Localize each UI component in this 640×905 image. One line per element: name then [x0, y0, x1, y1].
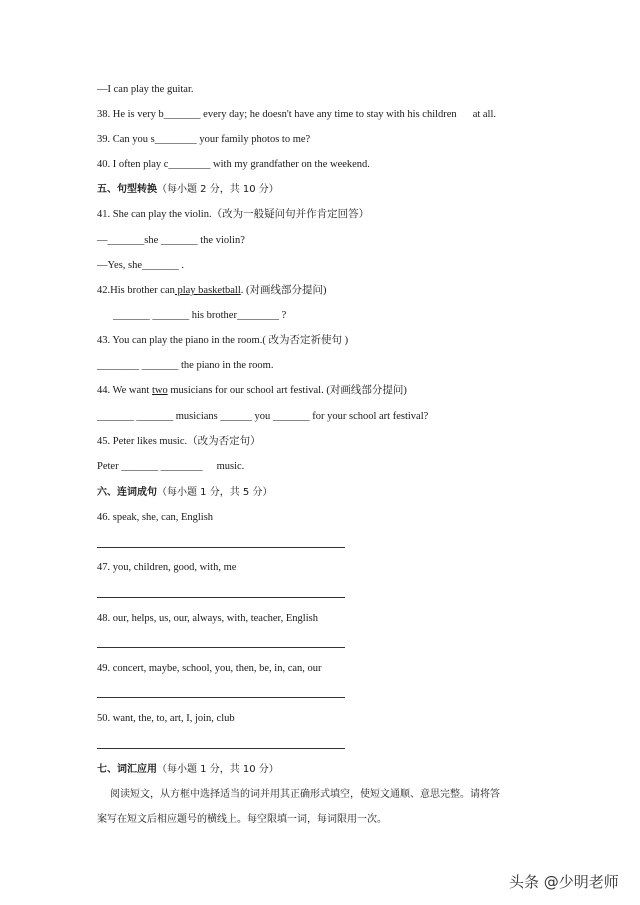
section-6-note: （每小题 1 分，共 5 分） — [157, 487, 273, 498]
q48: 48. our, helps, us, our, always, with, teacher, English — [97, 613, 318, 624]
q44-underlined: two — [151, 385, 168, 396]
q41: 41. She can play the violin.（改为一般疑问句并作肯定回答） — [97, 209, 370, 220]
q45-answer-blanks: Peter _______ ________ — [97, 461, 203, 472]
q42-post: . (对画线部分提问) — [240, 285, 327, 296]
q44-pre: 44. We want — [97, 385, 152, 396]
q42-answer-line: _______ _______ his brother________ ? — [113, 310, 287, 321]
q38-tail: at all. — [472, 109, 497, 120]
q50: 50. want, the, to, art, I, join, club — [97, 713, 235, 724]
q47-answer-rule — [97, 597, 345, 598]
q40: 40. I often play c________ with my grandfather on the weekend. — [97, 159, 370, 170]
section-7-instructions-line-1: 阅读短文，从方框中选择适当的词并用其正确形式填空，使短文通顺、意思完整。请将答 — [110, 789, 500, 800]
q49: 49. concert, maybe, school, you, then, be, in, can, our — [97, 663, 322, 674]
section-7-heading — [97, 763, 279, 777]
section-6-title: 六、连词成句 — [97, 487, 157, 498]
q45-answer-tail: music. — [216, 461, 245, 472]
q45-answer-line — [97, 460, 244, 474]
q46-answer-rule — [97, 547, 345, 548]
section-5-note: （每小题 2 分，共 10 分） — [157, 184, 279, 195]
section-7-note: （每小题 1 分，共 10 分） — [157, 764, 279, 775]
q44 — [97, 384, 407, 398]
q37-answer-line: —I can play the guitar. — [97, 84, 194, 95]
q43: 43. You can play the piano in the room.( 改为否定祈使句 ) — [97, 335, 349, 346]
section-7-instructions-line-2: 案写在短文后相应题号的横线上。每空限填一词，每词限用一次。 — [97, 814, 387, 825]
q42 — [97, 284, 327, 298]
q46: 46. speak, she, can, English — [97, 512, 214, 523]
q39: 39. Can you s________ your family photos to me? — [97, 134, 311, 145]
section-7-title: 七、词汇应用 — [97, 764, 157, 775]
section-5-title: 五、句型转换 — [97, 184, 157, 195]
q50-answer-rule — [97, 748, 345, 749]
section-6-heading — [97, 486, 272, 500]
q43-answer-line: ________ _______ the piano in the room. — [97, 360, 274, 371]
section-5-heading — [97, 183, 279, 197]
q48-answer-rule — [97, 647, 345, 648]
q41-answer-line: —Yes, she_______ . — [97, 260, 185, 271]
q38-text: 38. He is very b_______ every day; he doesn't have any time to stay with his children — [97, 109, 457, 120]
q49-answer-rule — [97, 697, 345, 698]
q42-pre: 42.His brother can — [97, 285, 175, 296]
q44-answer-line: _______ _______ musicians ______ you _______ for your school art festival? — [97, 411, 429, 422]
watermark: 头条 @少明老师 — [509, 873, 619, 891]
q47: 47. you, children, good, with, me — [97, 562, 237, 573]
q38 — [97, 108, 496, 122]
q42-underlined: play basketball — [174, 285, 241, 296]
q44-post: musicians for our school art festival. (对画线部分提问) — [167, 385, 407, 396]
q45: 45. Peter likes music.（改为否定句） — [97, 436, 261, 447]
q41-question-line: —_______she _______ the violin? — [97, 235, 245, 246]
